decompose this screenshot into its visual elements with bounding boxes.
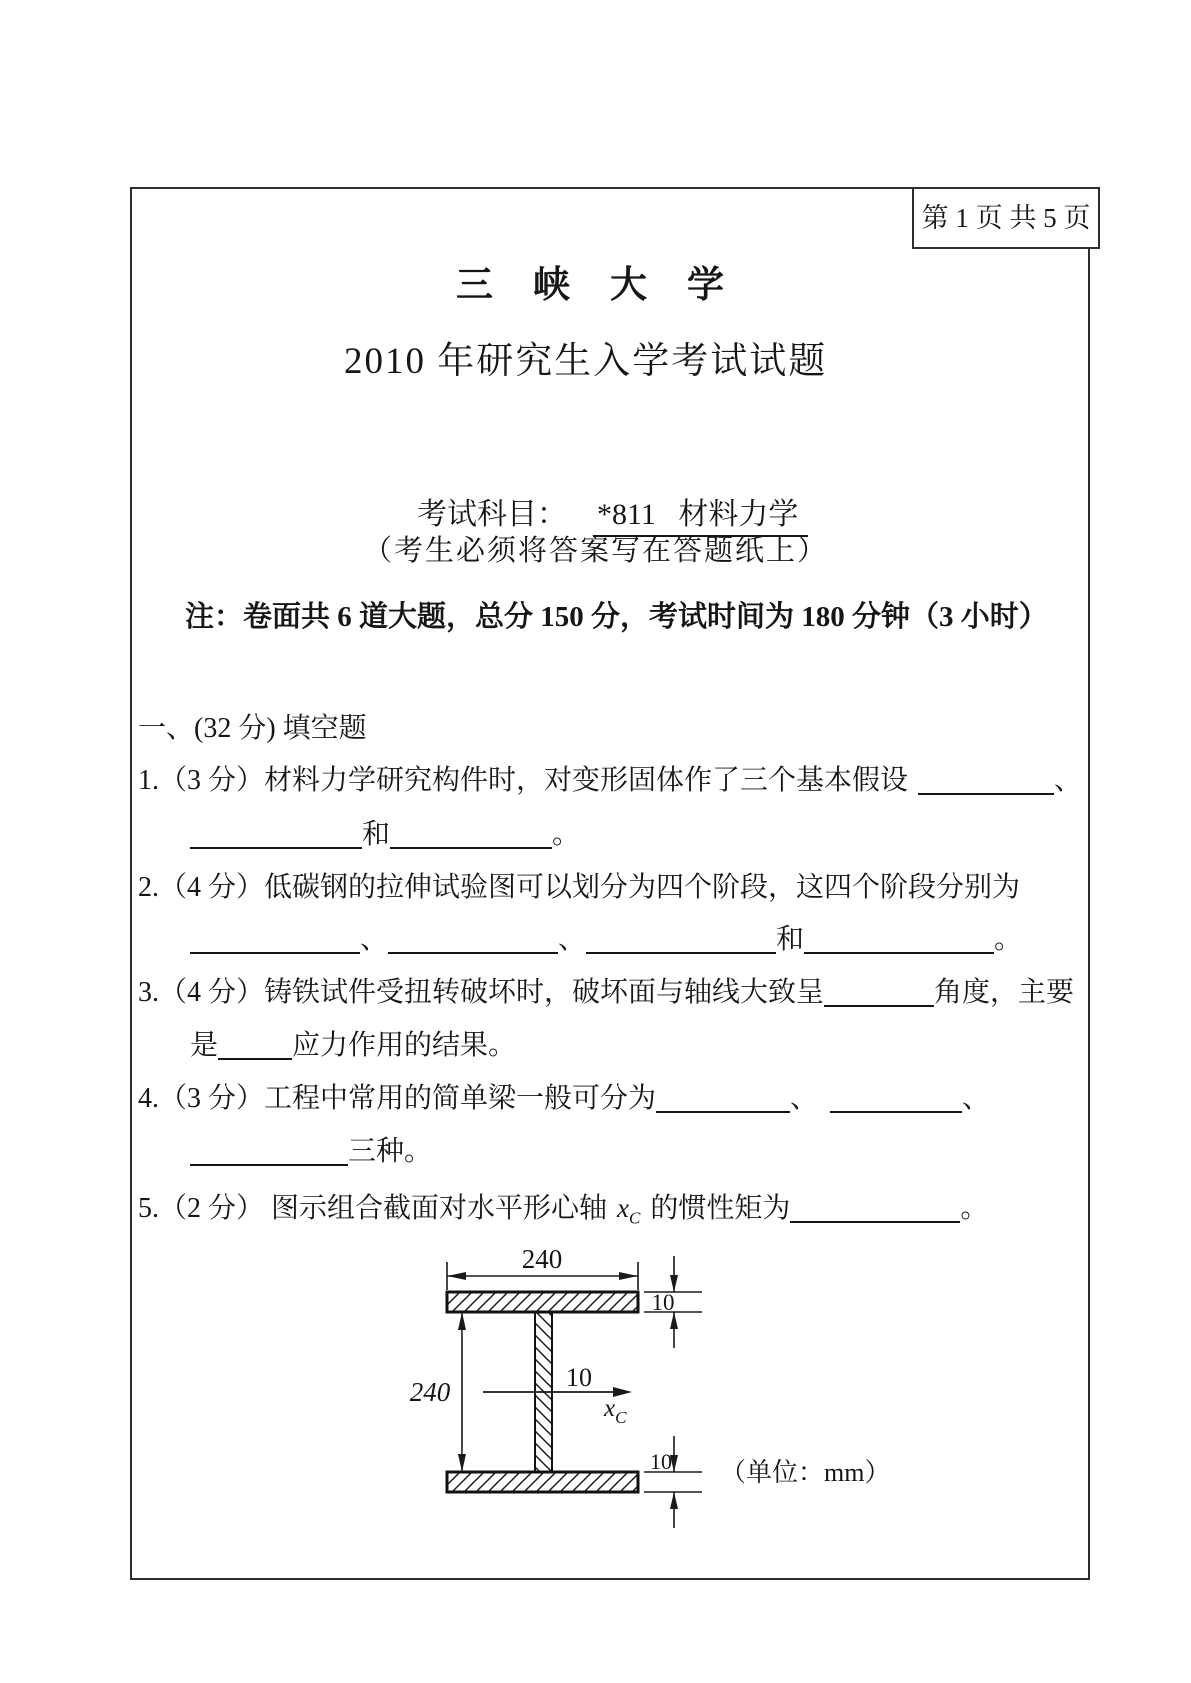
- question-2-line-1: [138, 869, 1020, 906]
- arrowhead-left: [447, 1272, 466, 1280]
- question-5-text-mid: 的惯性矩为: [650, 1193, 791, 1224]
- arrowhead-up: [670, 1492, 678, 1509]
- question-1-line-1: [138, 762, 1082, 799]
- question-4-text2: 三种。: [348, 1136, 433, 1167]
- page-number-box: [912, 187, 1100, 249]
- subject-label: 考试科目：: [417, 498, 567, 531]
- exam-note: 注：卷面共 6 道大题，总分 150 分，考试时间为 180 分钟（3 小时）: [185, 601, 1048, 633]
- punctuation: 、: [962, 1083, 991, 1114]
- fill-blank: [790, 1192, 960, 1223]
- axis-var: x: [604, 1395, 616, 1422]
- dim-label-flange-top-10: 10: [651, 1290, 675, 1315]
- arrowhead-up: [458, 1312, 466, 1330]
- fill-blank: [918, 764, 1054, 795]
- question-5-text: 5.（2 分） 图示组合截面对水平形心轴: [138, 1193, 608, 1224]
- fill-blank: [824, 976, 934, 1007]
- arrowhead-right: [619, 1272, 638, 1280]
- fill-blank: [830, 1082, 962, 1113]
- university-title: 三峡大学: [456, 265, 764, 306]
- section-heading: 一、(32 分) 填空题: [138, 713, 367, 744]
- punctuation: 、: [558, 924, 587, 955]
- question-5-line: [138, 1190, 988, 1237]
- punctuation: 、: [1054, 765, 1083, 796]
- question-2-text: 2.（4 分）低碳钢的拉伸试验图可以划分为四个阶段，这四个阶段分别为: [138, 872, 1021, 903]
- question-3-line-2: [190, 1027, 516, 1064]
- arrowhead-down: [458, 1454, 466, 1472]
- question-4-line-2: [190, 1133, 432, 1170]
- punctuation: 、: [790, 1083, 819, 1114]
- question-4-line-1: [138, 1080, 990, 1117]
- conjunction: 和: [362, 819, 391, 850]
- axis-label-xc: [603, 1395, 627, 1427]
- i-beam-cross-section-figure: [380, 1240, 860, 1580]
- subject-row: [402, 455, 808, 533]
- candidate-notice: （考生必须将答案写在答题纸上）: [363, 535, 829, 567]
- fill-blank: [586, 923, 776, 954]
- dim-label-web-10: 10: [566, 1363, 592, 1392]
- question-2-line-2: [190, 921, 1022, 958]
- bottom-flange: [447, 1472, 638, 1492]
- fill-blank: [390, 818, 552, 849]
- question-3-text2-after: 应力作用的结果。: [292, 1030, 517, 1061]
- fill-blank: [190, 1135, 348, 1166]
- punctuation: 。: [552, 819, 581, 850]
- question-1-line-2: [190, 816, 580, 853]
- punctuation: 、: [360, 924, 389, 955]
- fill-blank: [190, 818, 362, 849]
- dim-label-top-240: 240: [521, 1244, 563, 1274]
- question-3-line-1: [138, 974, 1074, 1011]
- question-4-text: 4.（3 分）工程中常用的简单梁一般可分为: [138, 1083, 657, 1114]
- subject-value: *811 材料力学: [593, 498, 808, 537]
- question-3-text-after: 角度，主要: [934, 977, 1075, 1008]
- unit-note: （单位：mm）: [720, 1458, 891, 1487]
- dim-label-flange-bottom-10: 10: [650, 1449, 672, 1474]
- question-3-text2: 是: [190, 1030, 219, 1061]
- punctuation: 。: [994, 924, 1023, 955]
- fill-blank: [190, 923, 360, 954]
- page-number: 第 1 页 共 5 页: [921, 203, 1091, 233]
- top-flange: [447, 1292, 638, 1312]
- conjunction: 和: [776, 924, 805, 955]
- math-var-sub-c: C: [629, 1208, 641, 1228]
- punctuation: 。: [960, 1193, 989, 1224]
- question-3-text: 3.（4 分）铸铁试件受扭转破坏时，破坏面与轴线大致呈: [138, 977, 825, 1008]
- fill-blank: [804, 923, 994, 954]
- fill-blank: [656, 1082, 790, 1113]
- fill-blank: [388, 923, 558, 954]
- axis-sub: C: [615, 1408, 627, 1427]
- exam-title: 2010 年研究生入学考试试题: [344, 341, 828, 382]
- math-var-x: x: [617, 1193, 629, 1223]
- question-1-text: 1.（3 分）材料力学研究构件时，对变形固体作了三个基本假设: [138, 765, 909, 796]
- arrowhead-right: [613, 1387, 632, 1397]
- fill-blank: [218, 1029, 292, 1060]
- dim-label-left-240: 240: [409, 1377, 451, 1407]
